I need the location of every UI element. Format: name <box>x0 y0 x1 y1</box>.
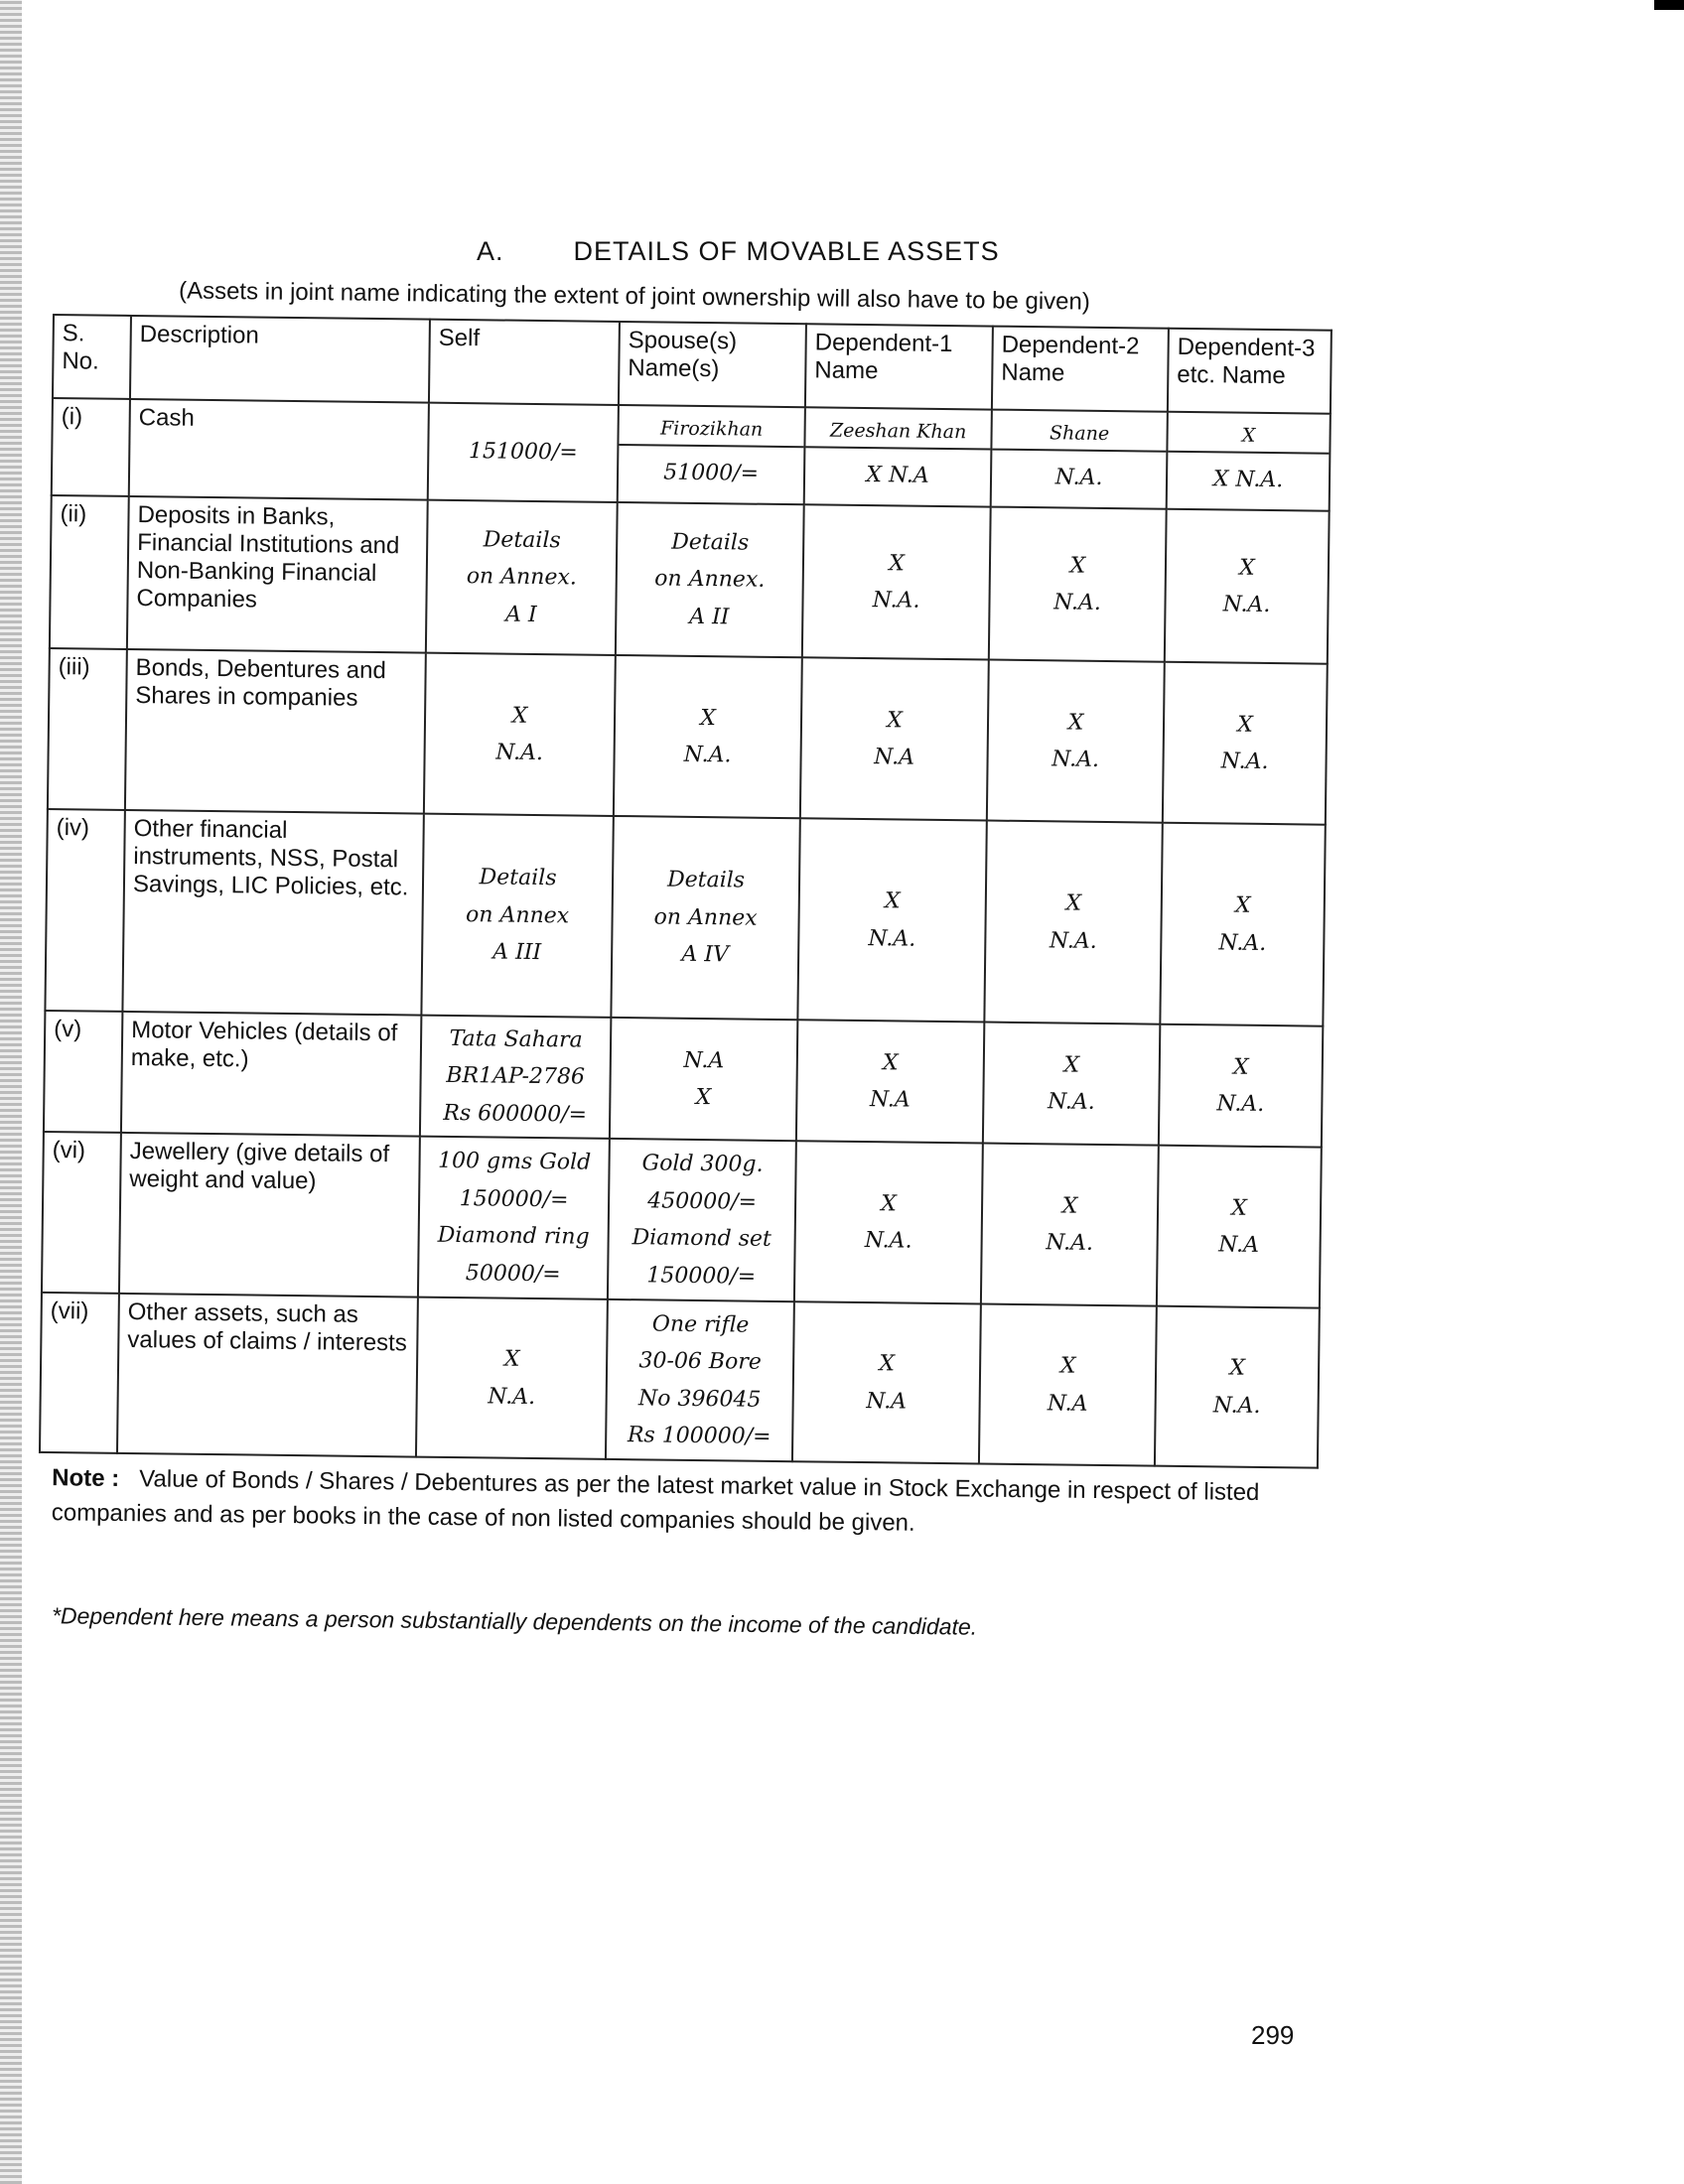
description: Other financial instruments, NSS, Postal Savings, LIC Policies, etc. <box>122 810 423 1016</box>
handwritten-line: 30-06 Bore <box>638 1348 762 1376</box>
table-row <box>52 398 1331 511</box>
movable-assets-table <box>39 314 1333 1469</box>
handwritten-line: Details <box>671 529 750 556</box>
handwritten-d2 <box>989 507 1167 662</box>
handwritten-line: on Annex. <box>466 564 577 591</box>
handwritten-line: Diamond set <box>632 1225 772 1253</box>
page-number: 299 <box>1251 2020 1295 2050</box>
handwritten-line: N.A. <box>1222 592 1271 618</box>
col-self: Self <box>429 320 620 405</box>
handwritten-line: Diamond ring <box>437 1222 590 1250</box>
handwritten-d3 <box>1157 1146 1322 1308</box>
handwritten-d1 <box>794 1141 983 1303</box>
handwritten-line: N.A. <box>1212 1393 1261 1419</box>
handwritten-line: X <box>1065 890 1082 916</box>
serial-number: (iv) <box>45 809 124 1012</box>
col-dependent-1: Dependent-1 Name <box>805 324 993 409</box>
handwritten-line: X <box>1238 555 1255 581</box>
serial-number: (vii) <box>40 1293 119 1453</box>
handwritten-self <box>416 1297 608 1459</box>
handwritten-line: N.A. <box>1049 927 1097 954</box>
handwritten-line: N.A. <box>864 1228 912 1254</box>
handwritten-line: X <box>887 707 904 734</box>
handwritten-d3 <box>1160 823 1325 1026</box>
handwritten-d1 <box>800 657 989 820</box>
handwritten-line: X N.A. <box>1212 467 1284 493</box>
table-row <box>48 648 1328 825</box>
handwritten-line: 50000/= <box>465 1260 561 1287</box>
handwritten-line: N.A. <box>488 1384 536 1410</box>
subtitle: (Assets in joint name indicating the extent of joint ownership will also have to be given) <box>178 277 1090 316</box>
handwritten-d2 <box>983 1023 1160 1146</box>
handwritten-spouse <box>608 1139 796 1301</box>
handwritten-line: X <box>700 705 717 731</box>
handwritten-line: X N.A <box>866 463 929 489</box>
description: Other assets, such as values of claims / interests <box>117 1294 418 1457</box>
scan-edge <box>0 0 22 2184</box>
handwritten-line: N.A <box>1047 1390 1088 1417</box>
description: Deposits in Banks, Financial Institutions and Non-Banking Financial Companies <box>127 496 428 653</box>
handwritten-line: N.A <box>874 745 915 770</box>
handwritten-spouse <box>616 502 804 657</box>
handwritten-line: Gold 300g. <box>641 1151 764 1178</box>
page-title: A. DETAILS OF MOVABLE ASSETS <box>477 236 1000 266</box>
dependent-name: Shane <box>992 417 1166 453</box>
handwritten-line: Tata Sahara <box>449 1025 583 1053</box>
handwritten-line: X <box>1237 712 1254 738</box>
handwritten-line: Details <box>666 868 746 893</box>
handwritten-d1 <box>802 504 991 659</box>
handwritten-self <box>426 500 618 655</box>
serial-number: (ii) <box>50 495 129 649</box>
handwritten-self <box>420 1016 611 1139</box>
handwritten-line: Details <box>483 527 561 554</box>
handwritten-line: X <box>1229 1355 1246 1382</box>
handwritten-line: No 396045 <box>637 1385 762 1413</box>
handwritten-line: X <box>884 888 901 914</box>
description: Bonds, Debentures and Shares in companies <box>125 649 426 814</box>
dependent-name: X <box>1168 419 1329 455</box>
handwritten-d2 <box>991 410 1168 509</box>
handwritten-d3 <box>1159 1024 1323 1148</box>
description: Jewellery (give details of weight and value) <box>119 1133 420 1297</box>
handwritten-self <box>421 814 613 1018</box>
handwritten-line: A III <box>492 939 542 966</box>
col-sno: S. No. <box>53 315 131 399</box>
handwritten-line: 51000/= <box>663 460 760 487</box>
dependent-note: *Dependent here means a person substantially dependents on the income of the candidate. <box>51 1602 978 1640</box>
serial-number: (v) <box>44 1011 122 1133</box>
col-description: Description <box>130 316 430 403</box>
handwritten-d3 <box>1163 662 1328 825</box>
handwritten-line: One rifle <box>651 1311 750 1338</box>
handwritten-line: Rs 100000/= <box>627 1423 772 1449</box>
handwritten-d1 <box>797 818 986 1022</box>
description: Cash <box>129 399 429 500</box>
handwritten-line: X <box>1063 1052 1080 1078</box>
scan-mark <box>1654 0 1684 10</box>
handwritten-d1 <box>796 1020 984 1143</box>
handwritten-line: N.A. <box>1218 929 1267 956</box>
handwritten-spouse <box>611 816 799 1020</box>
serial-number: (i) <box>52 398 130 496</box>
handwritten-spouse <box>618 405 805 504</box>
handwritten-line: A IV <box>681 941 730 968</box>
handwritten-d1 <box>792 1301 981 1463</box>
dependent-name: Firozikhan <box>619 412 803 449</box>
handwritten-line: on Annex. <box>654 566 766 594</box>
handwritten-d2 <box>987 660 1165 823</box>
handwritten-line: N.A. <box>1054 465 1103 491</box>
serial-number: (vi) <box>42 1132 121 1294</box>
handwritten-line: N.A. <box>1216 1091 1265 1118</box>
handwritten-spouse <box>610 1018 797 1141</box>
handwritten-line: N.A. <box>1046 1230 1094 1257</box>
handwritten-line: X <box>503 1346 520 1373</box>
col-dependent-3: Dependent-3 etc. Name <box>1168 329 1332 414</box>
handwritten-line: Details <box>479 865 557 891</box>
handwritten-line: X <box>888 550 905 577</box>
handwritten-line: X <box>879 1351 896 1377</box>
handwritten-d1 <box>804 407 992 506</box>
handwritten-line: X <box>1067 710 1084 736</box>
table-row <box>50 495 1330 664</box>
handwritten-line: N.A. <box>683 742 732 768</box>
handwritten-line: X <box>511 703 528 729</box>
handwritten-d3 <box>1167 412 1331 511</box>
handwritten-line: 150000/= <box>459 1185 569 1213</box>
handwritten-line: 450000/= <box>647 1188 758 1215</box>
handwritten-line: X <box>882 1049 899 1076</box>
handwritten-line: X <box>695 1085 712 1111</box>
col-spouse: Spouse(s) Name(s) <box>619 322 806 407</box>
handwritten-line: N.A <box>1218 1232 1260 1259</box>
handwritten-line: X <box>1061 1193 1078 1219</box>
handwritten-d2 <box>979 1304 1157 1466</box>
handwritten-line: X <box>1232 1054 1249 1080</box>
handwritten-line: N.A. <box>1053 590 1102 615</box>
handwritten-d2 <box>981 1144 1159 1306</box>
handwritten-d3 <box>1165 509 1330 664</box>
dependent-name: Zeeshan Khan <box>805 414 990 451</box>
handwritten-self <box>428 403 619 502</box>
table-row <box>44 1011 1323 1148</box>
handwritten-d2 <box>984 821 1162 1024</box>
handwritten-line: on Annex <box>465 901 570 929</box>
handwritten-line: X <box>1069 553 1086 579</box>
handwritten-spouse <box>606 1299 794 1461</box>
handwritten-line: 100 gms Gold <box>437 1149 592 1176</box>
handwritten-line: N.A <box>869 1087 911 1113</box>
description: Motor Vehicles (details of make, etc.) <box>121 1012 421 1137</box>
handwritten-spouse <box>614 655 802 818</box>
note: Note : Value of Bonds / Shares / Debentures as per the latest market value in Stock Exchange in respect of listed companies and as per books in the case of non listed companies should be given. <box>51 1464 1260 1537</box>
handwritten-self <box>424 653 616 816</box>
handwritten-line: X <box>1234 892 1251 918</box>
handwritten-line: N.A. <box>495 740 544 766</box>
handwritten-line: 151000/= <box>468 439 578 466</box>
handwritten-self <box>418 1137 610 1299</box>
handwritten-line: Rs 600000/= <box>443 1100 588 1128</box>
table-row <box>45 809 1325 1026</box>
handwritten-line: X <box>1059 1353 1076 1379</box>
table-row <box>42 1132 1322 1308</box>
handwritten-line: BR1AP-2786 <box>446 1063 586 1090</box>
table-row <box>40 1293 1320 1468</box>
handwritten-line: N.A. <box>1052 747 1100 772</box>
serial-number: (iii) <box>48 648 127 810</box>
handwritten-line: 150000/= <box>646 1262 757 1290</box>
handwritten-line: N.A. <box>868 925 916 952</box>
handwritten-line: N.A <box>866 1388 908 1415</box>
handwritten-line: X <box>1231 1195 1248 1221</box>
handwritten-line: X <box>881 1191 898 1217</box>
handwritten-line: N.A. <box>1220 749 1269 774</box>
col-dependent-2: Dependent-2 Name <box>992 327 1169 412</box>
handwritten-d3 <box>1155 1306 1320 1468</box>
handwritten-line: A I <box>504 602 537 627</box>
handwritten-line: on Annex <box>653 904 758 931</box>
header-row <box>53 315 1332 414</box>
handwritten-line: N.A. <box>872 588 920 614</box>
handwritten-line: N.A <box>683 1047 725 1074</box>
handwritten-line: A II <box>689 604 730 630</box>
handwritten-line: N.A. <box>1047 1089 1095 1115</box>
